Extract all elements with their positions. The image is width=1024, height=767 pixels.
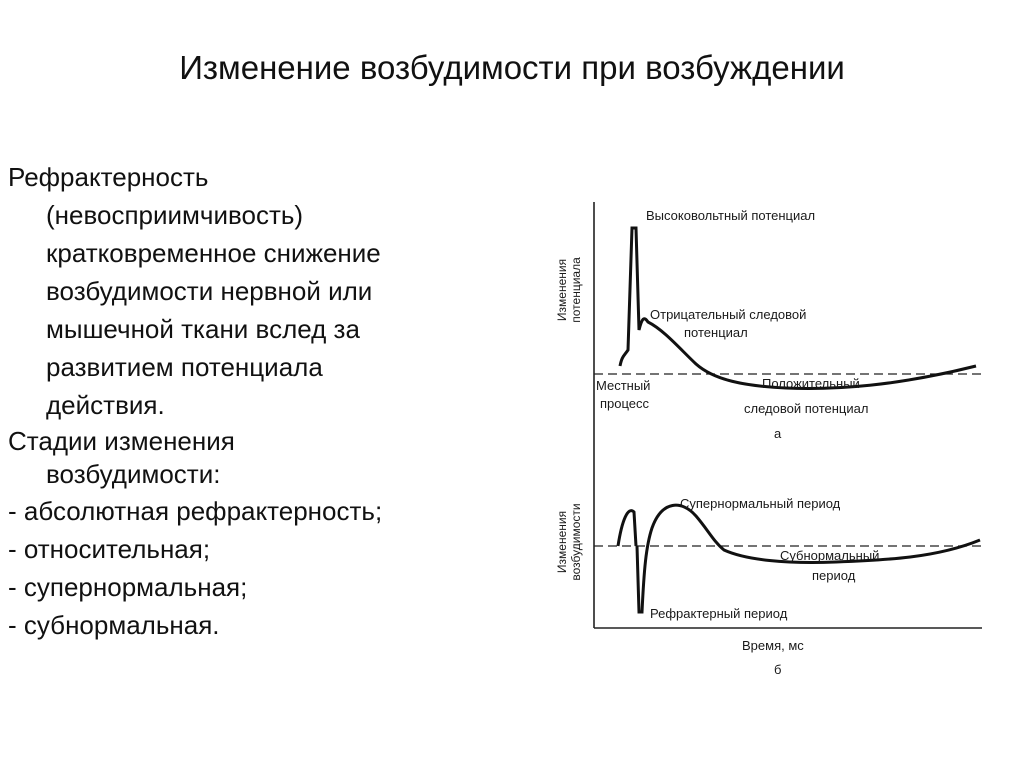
refractory-definition-line: развитием потенциала: [46, 352, 323, 382]
stages-heading-cont: возбудимости:: [46, 459, 221, 489]
subnormal-label-2: период: [812, 568, 856, 583]
excitability-curve-start: [618, 511, 636, 546]
positive-trace-label-1: Положительный: [762, 376, 860, 391]
potential-axis-label-2: потенциала: [569, 257, 583, 323]
potential-panel: [555, 202, 982, 628]
refractory-term: Рефрактерность: [8, 162, 209, 192]
refractory-period-label: Рефрактерный период: [650, 606, 788, 621]
slide-title: Изменение возбудимости при возбуждении: [179, 49, 845, 86]
excitability-axis-label-1: Изменения: [555, 510, 569, 574]
refractory-definition-line: возбудимости нервной или: [46, 276, 373, 306]
subnormal-label-1: Субнормальный: [780, 548, 880, 563]
panel-b-label: б: [774, 662, 782, 677]
excitability-diagram: [536, 150, 1016, 690]
local-process-label-1: Местный: [596, 378, 651, 393]
high-voltage-label: Высоковольтный потенциал: [646, 208, 816, 223]
supernormal-label: Супернормальный период: [680, 496, 841, 511]
excitability-axis-label-2: возбудимости: [569, 503, 583, 581]
excitability-panel: [555, 496, 982, 677]
refractory-definition-line: (невосприимчивость): [46, 200, 304, 230]
time-axis-label: Время, мс: [742, 638, 804, 653]
local-process-label-2: процесс: [600, 396, 650, 411]
body-text: [8, 158, 518, 644]
panel-a-label: а: [774, 426, 782, 441]
stage-item-absolute: - абсолютная рефрактерность;: [8, 496, 383, 526]
stage-item-relative: - относительная;: [8, 534, 211, 564]
negative-trace-label-2: потенциал: [684, 325, 748, 340]
stage-item-supernormal: - супернормальная;: [8, 572, 248, 602]
stage-item-subnormal: - субнормальная.: [8, 610, 220, 640]
potential-axis-label-1: Изменения: [555, 258, 569, 322]
diagram-svg: [536, 150, 1016, 690]
refractory-definition-line: кратковременное снижение: [46, 238, 381, 268]
positive-trace-label-2: следовой потенциал: [744, 401, 869, 416]
refractory-definition-line: мышечной ткани вслед за: [46, 314, 360, 344]
negative-trace-label-1: Отрицательный следовой: [650, 307, 807, 322]
stages-heading: Стадии изменения: [8, 426, 235, 456]
refractory-definition-line: действия.: [46, 390, 165, 420]
